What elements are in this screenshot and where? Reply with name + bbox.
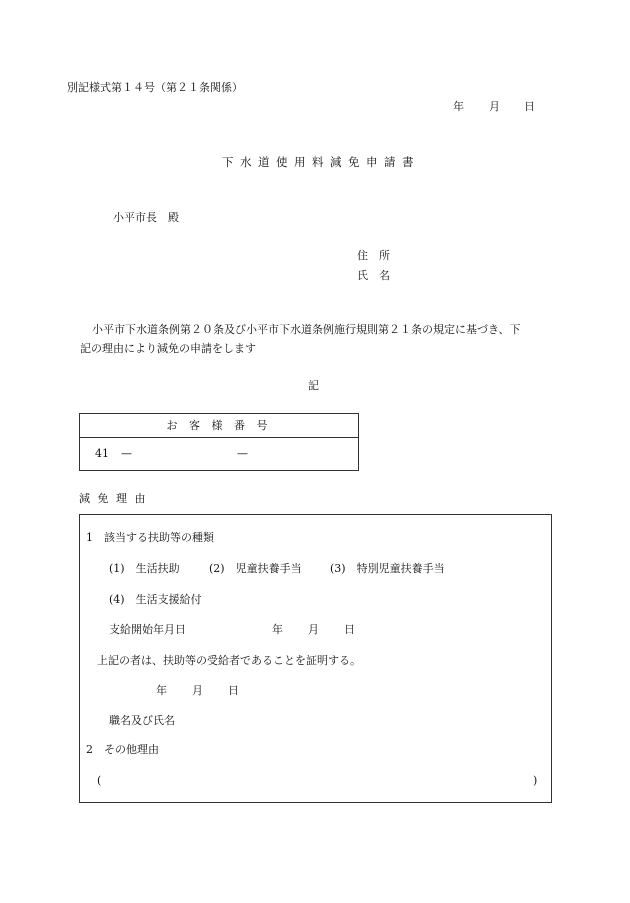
option-special-child-allowance: (3) 特別児童扶養手当	[330, 562, 445, 575]
other-reason-open-paren: (	[97, 774, 102, 787]
official-title-name-label: 職名及び氏名	[109, 714, 175, 727]
certification-statement: 上記の者は、扶助等の受給者であることを証明する。	[97, 654, 361, 667]
customer-number-table	[79, 413, 359, 471]
other-reason-close-paren: )	[533, 774, 538, 787]
cert-day-label: 日	[228, 684, 239, 697]
date-month-label: 月	[489, 100, 500, 113]
cert-month-label: 月	[192, 684, 203, 697]
document-title: 下水道使用料減免申請書	[222, 155, 420, 169]
ki-label: 記	[308, 379, 319, 392]
date-day-label: 日	[524, 100, 535, 113]
start-month-label: 月	[308, 623, 319, 636]
option-livelihood-support: (4) 生活支援給付	[109, 593, 202, 606]
cert-year-label: 年	[156, 684, 167, 697]
customer-number-prefix: 41	[95, 447, 109, 460]
option-livelihood-assistance: (1) 生活扶助	[109, 562, 180, 575]
reason-item-1: 1 該当する扶助等の種類	[86, 531, 214, 544]
customer-table-divider	[80, 437, 358, 438]
start-date-label: 支給開始年月日	[109, 623, 186, 636]
customer-number-dash-1: —	[121, 447, 132, 460]
start-year-label: 年	[272, 623, 283, 636]
reason-item-2: 2 その他理由	[86, 743, 159, 756]
name-label: 氏 名	[357, 269, 390, 282]
date-year-label: 年	[453, 100, 464, 113]
option-child-rearing-allowance: (2) 児童扶養手当	[209, 562, 302, 575]
addressee: 小平市長 殿	[113, 211, 179, 224]
form-number: 別記様式第１４号（第２１条関係）	[67, 81, 243, 94]
reason-box	[79, 514, 552, 803]
customer-number-header: お 客 様 番 号	[166, 419, 272, 432]
address-label: 住 所	[357, 249, 390, 262]
body-line-1: 小平市下水道条例第２０条及び小平市下水道条例施行規則第２１条の規定に基づき、下	[92, 323, 521, 336]
body-line-2: 記の理由により減免の申請をします	[80, 342, 256, 355]
start-day-label: 日	[344, 623, 355, 636]
reason-heading: 減 免 理 由	[79, 492, 148, 505]
customer-number-dash-2: —	[237, 447, 248, 460]
